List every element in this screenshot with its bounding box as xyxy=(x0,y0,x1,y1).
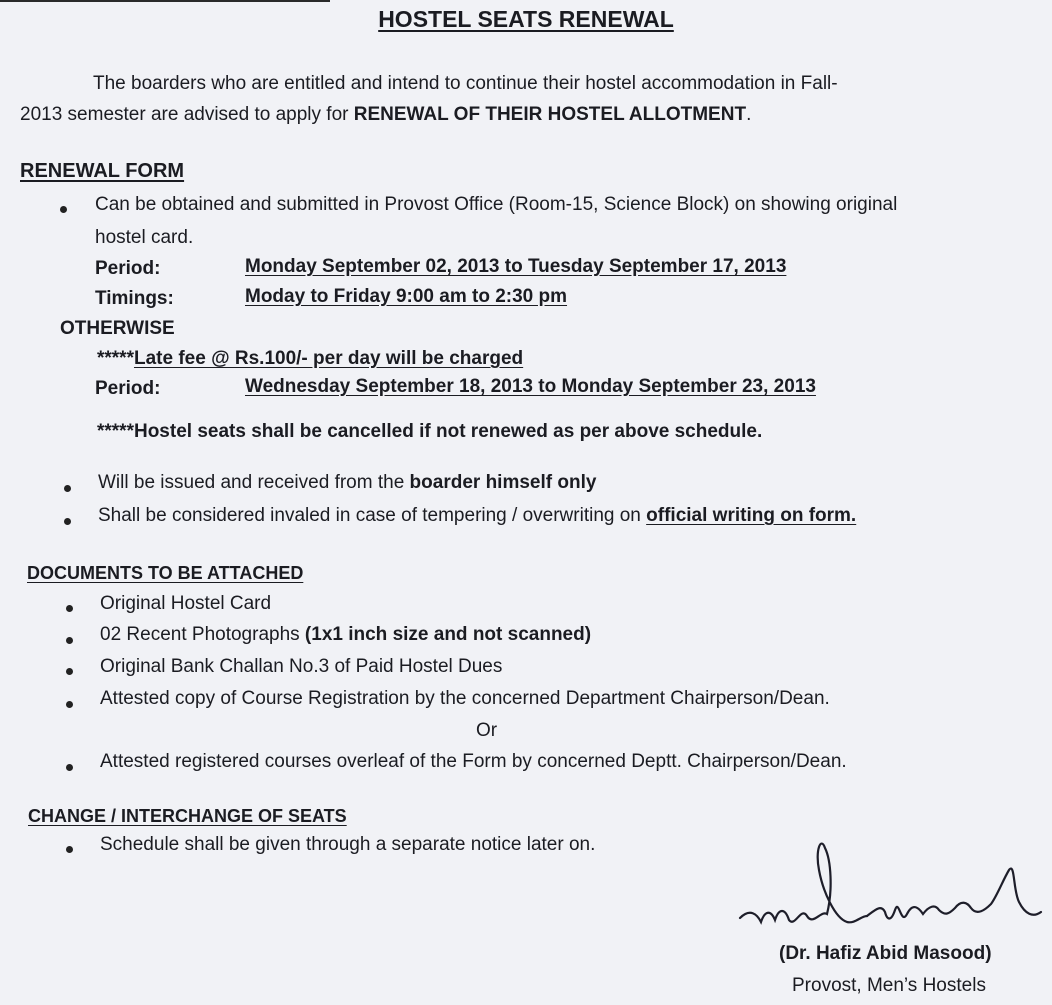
bullet-icon xyxy=(60,206,67,213)
timings-value: Moday to Friday 9:00 am to 2:30 pm xyxy=(245,286,568,307)
otherwise-label: OTHERWISE xyxy=(60,318,175,339)
change-item-1: Schedule shall be given through a separate notice later on. xyxy=(100,834,596,855)
document-item-4: Attested copy of Course Registration by the concerned Department Chairperson/Dean. xyxy=(100,688,830,709)
bullet-icon xyxy=(64,518,71,525)
cancel-note: *****Hostel seats shall be cancelled if not renewed as per above schedule. xyxy=(97,421,763,442)
intro-emphasis: RENEWAL OF THEIR HOSTEL ALLOTMENT xyxy=(353,104,747,125)
signatory-name: (Dr. Hafiz Abid Masood) xyxy=(779,943,992,964)
documents-heading: DOCUMENTS TO BE ATTACHED xyxy=(27,563,304,583)
bullet-icon xyxy=(64,485,71,492)
bullet-icon xyxy=(66,605,73,612)
bullet-icon xyxy=(66,846,73,853)
document-item-1: Original Hostel Card xyxy=(100,593,272,614)
bullet-icon xyxy=(66,668,73,675)
renewal-bullet-3: Shall be considered invaled in case of tempering / overwriting on official writing on form. xyxy=(98,505,857,526)
notice-title: HOSTEL SEATS RENEWAL xyxy=(378,6,674,32)
period-label: Period: xyxy=(95,258,161,279)
late-fee-line: *****Late fee @ Rs.100/- per day will be charged xyxy=(97,348,524,369)
renewal-form-heading: RENEWAL FORM xyxy=(20,160,185,182)
timings-label: Timings: xyxy=(95,288,174,309)
handwritten-signature xyxy=(735,830,1045,950)
bullet-icon xyxy=(66,764,73,771)
period2-value: Wednesday September 18, 2013 to Monday September 23, 2013 xyxy=(245,376,816,397)
intro-line-2: 2013 semester are advised to apply for RENEWAL OF THEIR HOSTEL ALLOTMENT. xyxy=(20,104,752,125)
change-heading: CHANGE / INTERCHANGE OF SEATS xyxy=(28,806,347,826)
bullet-icon xyxy=(66,701,73,708)
intro-line-1: The boarders who are entitled and intend to continue their hostel accommodation in Fall- xyxy=(93,73,838,94)
document-item-3: Original Bank Challan No.3 of Paid Hostel Dues xyxy=(100,656,503,677)
top-rule xyxy=(0,0,330,2)
period2-label: Period: xyxy=(95,378,161,399)
late-fee-text: Late fee @ Rs.100/- per day will be charged xyxy=(133,348,524,369)
or-separator: Or xyxy=(476,720,498,741)
renewal-bullet-2: Will be issued and received from the boarder himself only xyxy=(98,472,597,493)
signatory-title: Provost, Men’s Hostels xyxy=(792,975,986,996)
bullet-icon xyxy=(66,637,73,644)
document-item-5: Attested registered courses overleaf of the Form by concerned Deptt. Chairperson/Dean. xyxy=(100,751,847,772)
renewal-bullet-1-line-1: Can be obtained and submitted in Provost Office (Room-15, Science Block) on showing original xyxy=(95,194,898,215)
period-value: Monday September 02, 2013 to Tuesday September 17, 2013 xyxy=(245,256,787,277)
document-item-2: 02 Recent Photographs (1x1 inch size and not scanned) xyxy=(100,624,592,645)
renewal-bullet-1-line-2: hostel card. xyxy=(95,227,194,248)
